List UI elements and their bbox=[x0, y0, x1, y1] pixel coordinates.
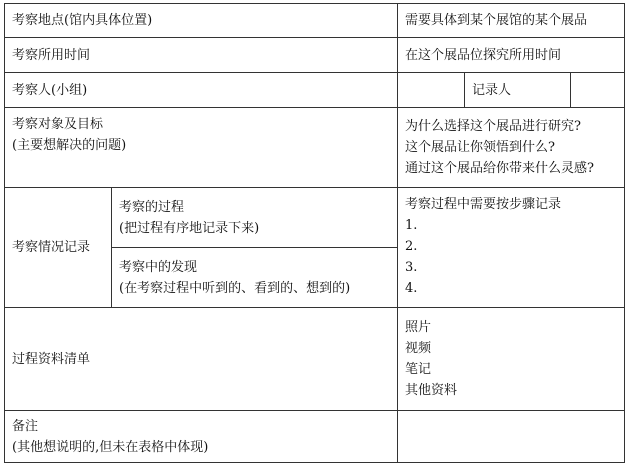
steps-hint: 考察过程中需要按步骤记录 bbox=[405, 197, 562, 212]
recorder-name-cell[interactable] bbox=[571, 73, 625, 108]
remarks-label: 备注 bbox=[12, 418, 39, 434]
findings-sublabel: (在考察过程中听到的、看到的、想到的) bbox=[119, 280, 351, 296]
row-objective bbox=[5, 108, 625, 188]
museum-survey-table bbox=[4, 3, 625, 463]
step-4: 4. bbox=[405, 281, 418, 296]
row-people bbox=[5, 73, 625, 108]
step-3: 3. bbox=[405, 260, 418, 275]
findings-label: 考察中的发现 bbox=[119, 259, 198, 275]
materials-item-photo: 照片 bbox=[405, 320, 432, 335]
location-label: 考察地点(馆内具体位置) bbox=[5, 4, 398, 38]
objective-hint-1: 为什么选择这个展品进行研究? bbox=[405, 119, 581, 134]
objective-sublabel: (主要想解决的问题) bbox=[12, 138, 127, 153]
row-location bbox=[5, 4, 625, 38]
materials-label: 过程资料清单 bbox=[5, 308, 398, 411]
objective-hint-2: 这个展品让你领悟到什么? bbox=[405, 140, 555, 155]
remarks-sublabel: (其他想说明的,但未在表格中体现) bbox=[12, 439, 209, 455]
row-materials bbox=[5, 308, 625, 411]
remarks-content-cell[interactable] bbox=[398, 411, 625, 463]
process-cell bbox=[112, 188, 398, 248]
row-situation-process bbox=[5, 188, 625, 248]
objective-label-cell bbox=[5, 108, 398, 188]
materials-item-other: 其他资料 bbox=[405, 383, 458, 398]
step-2: 2. bbox=[405, 239, 418, 254]
objective-hint-3: 通过这个展品给你带来什么灵感? bbox=[405, 161, 594, 176]
materials-list-cell bbox=[398, 308, 625, 411]
process-sublabel: (把过程有序地记录下来) bbox=[119, 220, 260, 236]
situation-label: 考察情况记录 bbox=[5, 188, 112, 308]
materials-item-video: 视频 bbox=[405, 341, 432, 356]
remarks-label-cell bbox=[5, 411, 398, 463]
steps-cell bbox=[398, 188, 625, 308]
objective-label: 考察对象及目标 bbox=[12, 117, 104, 132]
location-hint: 需要具体到某个展馆的某个展品 bbox=[398, 4, 625, 38]
people-label: 考察人(小组) bbox=[5, 73, 398, 108]
findings-cell bbox=[112, 248, 398, 308]
people-name-cell[interactable] bbox=[398, 73, 465, 108]
materials-item-notes: 笔记 bbox=[405, 362, 432, 377]
process-label: 考察的过程 bbox=[119, 199, 185, 215]
recorder-label: 记录人 bbox=[465, 73, 571, 108]
step-1: 1. bbox=[405, 218, 418, 233]
row-remarks bbox=[5, 411, 625, 463]
time-label: 考察所用时间 bbox=[5, 38, 398, 73]
objective-hints-cell bbox=[398, 108, 625, 188]
time-hint: 在这个展品位探究所用时间 bbox=[398, 38, 625, 73]
row-time bbox=[5, 38, 625, 73]
